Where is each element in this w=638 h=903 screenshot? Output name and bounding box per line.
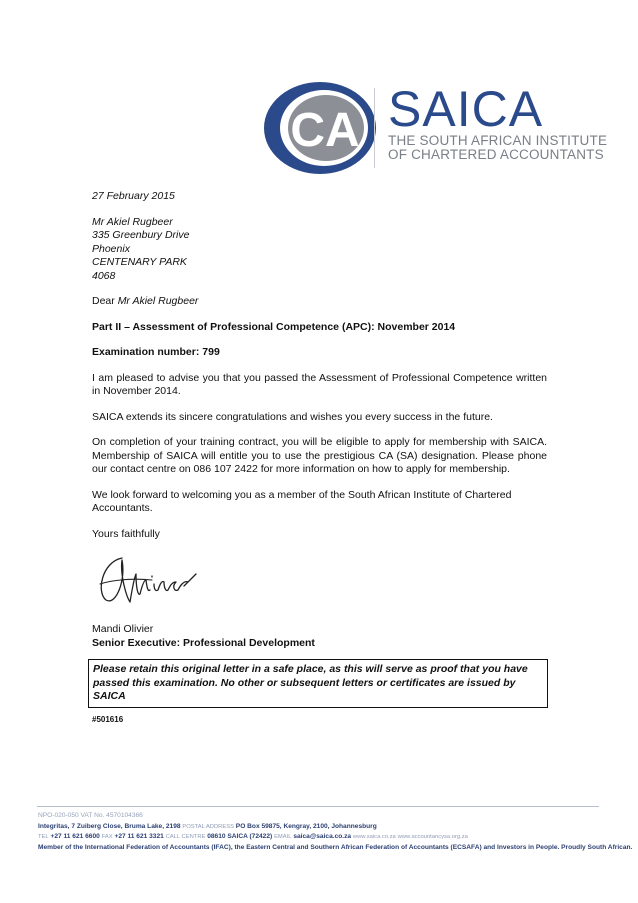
recipient-address — [92, 216, 547, 284]
paragraph-membership: On completion of your training contract, you will be eligible to apply for membership with SAICA. Membership of SAICA will entitle you to use the prestigious CA (SA) designation. Please phone our contact centre on 086 107 2422 for more information on how to apply for membership. — [92, 436, 547, 475]
closing: Yours faithfully — [92, 527, 160, 540]
footer — [38, 811, 633, 853]
logo-subtitle-2: OF CHARTERED ACCOUNTANTS — [388, 147, 604, 162]
retain-notice-box: Please retain this original letter in a safe place, as this will serve as proof that you have passed this examination. No other or subsequent letters or certificates are issued by SAICA — [88, 659, 548, 708]
signoff — [92, 623, 547, 650]
footer-email-label: EMAIL — [274, 834, 292, 840]
address-line: Phoenix — [92, 242, 130, 255]
footer-npo: NPO-020-050 VAT No. 4570104366 — [38, 812, 143, 819]
footer-address — [38, 822, 613, 833]
salutation-prefix: Dear — [92, 295, 118, 307]
footer-tel: +27 11 621 6600 — [50, 833, 100, 840]
address-line: CENTENARY PARK — [92, 256, 187, 268]
footer-tel-label: TEL — [38, 834, 49, 840]
footer-call: 08610 SAICA (72422) — [207, 833, 273, 840]
signatory-name: Mandi Olivier — [92, 623, 154, 635]
footer-email-link[interactable]: saica@saica.co.za — [293, 833, 352, 840]
paragraph-welcome: We look forward to welcoming you as a member of the South African Institute of Chartered Accountants. — [92, 488, 512, 514]
logo-name: SAICA — [388, 81, 544, 137]
footer-divider — [37, 806, 599, 807]
reference-number: #501616 — [92, 715, 124, 724]
logo-divider — [374, 88, 375, 168]
salutation — [92, 295, 547, 309]
exam-number: Examination number: 799 — [92, 346, 220, 358]
ca-monogram-icon — [262, 78, 382, 178]
footer-fax-label: FAX — [101, 834, 113, 840]
footer-contacts — [38, 832, 613, 843]
ca-monogram-text: CA — [290, 104, 360, 157]
letter-body — [92, 190, 547, 541]
salutation-name: Mr Akiel Rugbeer — [117, 295, 199, 307]
letter-date: 27 February 2015 — [92, 190, 175, 202]
paragraph-pass: I am pleased to advise you that you passed the Assessment of Professional Competence written in November 2014. — [92, 371, 547, 397]
footer-membership: Member of the International Federation of Accountants (IFAC), the Eastern Central and Southern African Federation of Accountants (ECSAFA) and Investors in People. Proudly South African. — [38, 843, 633, 851]
footer-street: Integritas, 7 Zuiberg Close, Bruma Lake, 2198 — [38, 822, 181, 830]
footer-postal-label: POSTAL ADDRESS — [182, 823, 234, 830]
paragraph-congrats: SAICA extends its sincere congratulations and wishes you every success in the future. — [92, 410, 493, 423]
logo-subtitle-1: THE SOUTH AFRICAN INSTITUTE — [388, 133, 608, 148]
address-line: Mr Akiel Rugbeer — [92, 215, 173, 228]
letter-subject: Part II – Assessment of Professional Competence (APC): November 2014 — [92, 320, 456, 333]
signature-icon — [92, 540, 212, 620]
footer-web-link[interactable]: www.saica.co.za — [352, 834, 396, 840]
address-line: 335 Greenbury Drive — [92, 229, 190, 241]
logo-text — [388, 81, 608, 162]
footer-web2-link[interactable]: www.accountancysa.org.za — [397, 834, 468, 840]
signatory-title: Senior Executive: Professional Development — [92, 636, 315, 649]
footer-call-label: CALL CENTRE — [165, 834, 206, 840]
footer-postal: PO Box 59875, Kengray, 2100, Johannesburg — [235, 822, 377, 830]
footer-fax: +27 11 621 3321 — [114, 833, 164, 840]
address-line: 4068 — [92, 269, 116, 282]
